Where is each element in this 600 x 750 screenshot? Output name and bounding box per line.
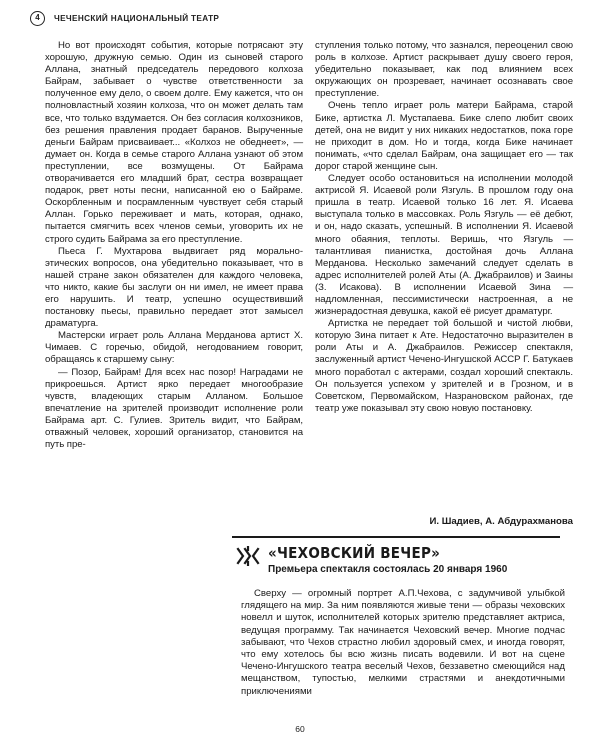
header-page-number: 4	[30, 11, 45, 26]
paragraph: ступления только потому, что зазнался, переоценил свою роль в колхозе. Артист раскрывает душу своего героя, убедительно показывает, как под влиянием всех окружающих он прозревает, начинает осознавать свое преступление.	[315, 40, 573, 100]
paragraph: Очень тепло играет роль матери Байрама, старой Бике, артистка Л. Мустапаева. Бике слепо любит своих детей, она не видит у них никаких недостатков, пока горе не приходит в дом. Но и тогда, когда Бике начинает понимать, «что сделал Байрам, она защищает его — так дорог старой женщине сын.	[315, 100, 573, 172]
paragraph: Мастерски играет роль Аллана Мердановa артист Х. Чимаев. С горечью, обидой, негодованием говорит, обращаясь к старшему сыну:	[45, 330, 303, 366]
section-body	[241, 588, 565, 698]
paragraph: Следует особо остановиться на исполнении молодой актрисой Я. Исаевой роли Язгуль. В прошлом году она пришла в театр. Исаевой только 16 лет. Я. Исаева выступала только в массовках. Роль Язгуль — её дебют, и он, надо сказать, успешный. В исполнении Я. Исаевой много обаяния, теплоты. Веришь, что Язгуль — талантливая пианистка, достойная дочь Аллана Мердановa. Несколько замечаний следует сделать в адрес исполнителей ролей Аты (А. Джабраилов) и Заины (З. Исакова). В исполнении Исаевой Зина — надломленная, пессимистически настроенная, а не жизнерадостная девушка, какой её рисует драматург.	[315, 173, 573, 318]
paragraph: — Позор, Байрам! Для всех нас позор! Наградами не прикроешься. Артист ярко передает многообразие чувств, владеющих старым Алланом. Большое впечатление на зрителей производит исполнение роли Байрама арт. С. Гулиев. Зритель видит, что Байрам, отважный человек, хороший организатор, становится на путь пре-	[45, 366, 303, 451]
left-column	[45, 40, 303, 451]
article-signature: И. Шадиев, А. Абдурахманова	[429, 516, 573, 527]
right-column	[315, 40, 573, 415]
section-subtitle: Премьера спектакля состоялась 20 января 1960	[268, 564, 508, 575]
footer-page-number: 60	[295, 724, 305, 734]
paragraph: Пьеса Г. Мухтарова выдвигает ряд морально-этических вопросов, она убедительно показывает, что в нашей стране закон обязателен для каждого человека, что никто, какие бы заслуги он ни имел, не имеет права его нарушить. И театр, успешно осуществивший постановку пьесы, правильно передает этот замысел драматурга.	[45, 245, 303, 330]
section-divider	[232, 536, 560, 538]
paragraph: Но вот происходят события, которые потрясают эту хорошую, дружную семью. Один из сыновей старого Аллана, знатный председатель передового колхоза Байрам, забывает о чувстве ответственности за полученное ему дело, о своем долге. Ему кажется, что он полновластный хозяин колхоза, что он может делать там все, что только вздумается. Он без согласия колхозников, без решения правления продает баранов. Вырученные деньги Байрам присваивает... «Колхоз не обеднеет», — думает он. Когда в семье старого Аллана узнают об этом преступлении, все возмущены. От Байрама отворачивается его младший брат, сестра возвращает подарок, рвет ноты песни, написанной ею о Байраме. Оскорбленным и посрамленным чувствует себя старый Аллан. Горько переживает и мать, которая, однако, пытается смягчить всех членов семьи, уговорить их не строго судить Байрама за его преступление.	[45, 40, 303, 245]
paragraph: Артистка не передает той большой и чистой любви, которую Зина питает к Ате. Недостаточно выразителен в роли Аты и А. Джабраилов. Режиссер спектакля, заслуженный артист Чечено-Ингушской АССР Г. Батукаев много поработал с актерами, создал хороший спектакль. Он пользуется успехом у зрителей и в Грозном, и в Советском, Первомайском, Назрановском районах, где театр уже показывал эту свою новую постановку.	[315, 318, 573, 414]
chechen-ornament-icon	[236, 546, 260, 566]
section-title: «ЧЕХОВСКИЙ ВЕЧЕР»	[268, 544, 441, 562]
running-title: ЧЕЧЕНСКИЙ НАЦИОНАЛЬНЫЙ ТЕАТР	[54, 13, 220, 23]
page-header	[30, 9, 570, 27]
paragraph: Сверху — огромный портрет А.П.Чехова, с задумчивой улыбкой глядящего на мир. За ним появляются живые тени — образы чеховских новелл и шуток, исполнителей которых зрителю представляет актриса, ведущая программу. Так начинается Чеховский вечер. Многие подчас забывают, что Чехов страстно любил здоровый смех, и иногда говорят, что ему хотелось бы всю жизнь писать водевили. И вот на сцене Чечено-Ингушского театра веселый Чехов, беззаветно смеющийся над мещанством, тупостью, мелкими страстями и анекдотичными приключениями	[241, 588, 565, 697]
